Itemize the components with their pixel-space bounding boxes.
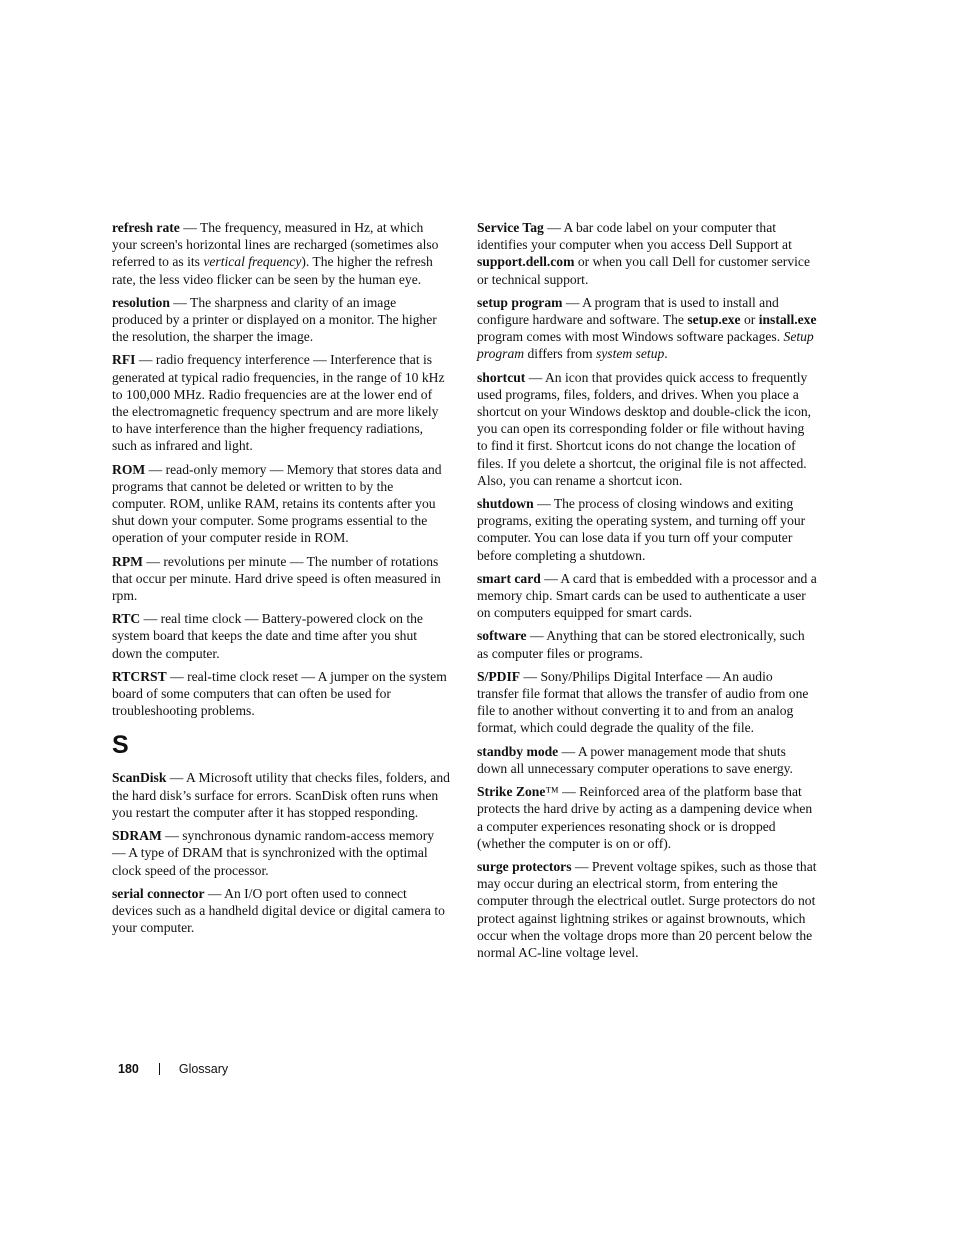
section-heading-letter: S	[112, 731, 129, 760]
definition: differs from	[524, 346, 596, 362]
definition: .	[664, 346, 668, 362]
definition-bold-filename: install.exe	[758, 312, 817, 328]
term: standby mode	[477, 743, 559, 759]
glossary-entry-software	[477, 627, 817, 661]
term: Strike Zone	[477, 784, 546, 800]
term: ROM	[112, 461, 146, 477]
definition: or when you call Dell for customer service or technical support.	[477, 254, 810, 287]
definition: — The process of closing windows and exiting programs, exiting the operating system, and turning off your computer. You can lose data if you turn off your computer before completing a shutdown.	[477, 496, 806, 563]
glossary-entry-resolution	[112, 294, 450, 346]
glossary-entry-standby-mode	[477, 743, 817, 777]
term: RTC	[112, 611, 141, 627]
term: setup program	[477, 294, 563, 310]
definition: — radio frequency interference — Interference that is generated at typical radio frequencies, in the range of 10 kHz to 100,000 MHz. Radio frequencies are at the lower end of the electromagnetic frequency spectrum and are more likely to have interference than the higher frequency radiations, such as infrared and light.	[112, 352, 445, 454]
glossary-entry-service-tag	[477, 219, 817, 288]
definition-italic: system setup	[595, 346, 665, 362]
definition: — A bar code label on your computer that identifies your computer when you access Dell Support at	[477, 220, 792, 253]
definition: — An icon that provides quick access to frequently used programs, files, folders, and drives. When you place a shortcut on your Windows desktop and double-click the icon, you can open its corresponding folder or file without having to find it first. Shortcut icons do not change the location of files. If you delete a shortcut, the original file is not affected. Also, you can rename a shortcut icon.	[477, 369, 812, 488]
term: RTCRST	[112, 668, 167, 684]
definition: — The frequency, measured in Hz, at which your screen's horizontal lines are recharged (sometimes also referred to as its	[112, 220, 439, 270]
term: shortcut	[477, 369, 526, 385]
definition: — An I/O port often used to connect devices such as a handheld digital device or digital camera to your computer.	[112, 885, 445, 936]
glossary-entry-surge-protectors	[477, 858, 817, 961]
glossary-entry-refresh-rate	[112, 219, 450, 288]
term: serial connector	[112, 885, 205, 901]
definition: — A Microsoft utility that checks files, folders, and the hard disk’s surface for errors. ScanDisk often runs when you restart the computer after it has stopped responding.	[112, 770, 450, 820]
glossary-entry-strike-zone	[477, 783, 817, 852]
definition-italic: vertical frequency	[203, 254, 302, 270]
glossary-entry-scandisk	[112, 769, 450, 821]
term: SDRAM	[112, 828, 162, 844]
page-number: 180	[118, 1062, 139, 1076]
term: RPM	[112, 553, 143, 569]
definition: — The sharpness and clarity of an image produced by a printer or displayed on a monitor. The higher the resolution, the sharper the image.	[112, 294, 437, 345]
term: Service Tag	[477, 220, 544, 235]
term: surge protectors	[477, 858, 572, 874]
term: resolution	[112, 294, 170, 310]
footer-divider	[159, 1063, 160, 1075]
definition: — A card that is embedded with a processor and a memory chip. Smart cards can be used to authenticate a user on computers equipped for smart cards.	[477, 570, 817, 621]
definition: — real-time clock reset — A jumper on the system board of some computers that can often be used for troubleshooting problems.	[112, 668, 447, 719]
definition-italic: Setup program	[477, 329, 814, 362]
term: RFI	[112, 352, 136, 368]
term: S/PDIF	[477, 668, 521, 684]
definition-bold-url: support.dell.com	[477, 254, 575, 270]
definition-bold-filename: setup.exe	[687, 312, 741, 328]
definition: — A power management mode that shuts down all unnecessary computer operations to save energy.	[477, 743, 793, 776]
glossary-entry-rom	[112, 461, 450, 547]
definition: — synchronous dynamic random-access memory — A type of DRAM that is synchronized with the optimal clock speed of the processor.	[112, 828, 435, 878]
section-name: Glossary	[178, 1062, 229, 1076]
definition: ™ — Reinforced area of the platform base that protects the hard drive by acting as a dampening device when a computer experiences resonating shock or is dropped (whether the computer is on or off).	[477, 784, 813, 851]
right-column	[477, 219, 817, 967]
term: smart card	[477, 570, 541, 586]
term: software	[477, 628, 527, 644]
definition: — Sony/Philips Digital Interface — An audio transfer file format that allows the transfer of audio from one file to another without converting it to and from an analog format, which could degrade the quality of the file.	[477, 668, 809, 736]
glossary-entry-rtcrst	[112, 668, 450, 720]
definition: — A program that is used to install and configure hardware and software. The	[477, 294, 779, 328]
definition: — read-only memory — Memory that stores data and programs that cannot be deleted or written to by the computer. ROM, unlike RAM, retains its contents after you shut down your computer. Some programs essential to the operation of your computer reside in ROM.	[112, 461, 442, 546]
definition: ). The higher the refresh rate, the less video flicker can be seen by the human eye.	[112, 254, 433, 287]
glossary-entry-setup-program	[477, 294, 817, 363]
glossary-entry-serial-connector	[112, 885, 450, 937]
glossary-entry-rfi	[112, 351, 450, 454]
glossary-entry-sdram	[112, 827, 450, 879]
glossary-entry-rpm	[112, 553, 450, 605]
left-column	[112, 219, 450, 942]
glossary-entry-smart-card	[477, 570, 817, 622]
term: shutdown	[477, 496, 534, 512]
definition: — Prevent voltage spikes, such as those that may occur during an electrical storm, from entering the computer through the electrical outlet. Surge protectors do not protect against lightning strikes or against brownouts, which occur when the voltage drops more than 20 percent below the normal AC-line voltage level.	[477, 858, 817, 960]
definition: or	[740, 312, 759, 328]
definition: — revolutions per minute — The number of rotations that occur per minute. Hard drive speed is often measured in rpm.	[112, 553, 441, 604]
term: refresh rate	[112, 220, 180, 235]
definition: — Anything that can be stored electronically, such as computer files or programs.	[477, 628, 805, 661]
definition: — real time clock — Battery-powered clock on the system board that keeps the date and time after you shut down the computer.	[112, 611, 423, 661]
glossary-entry-shutdown	[477, 495, 817, 564]
glossary-entry-rtc	[112, 610, 450, 662]
glossary-entry-shortcut	[477, 369, 817, 489]
page-footer	[118, 1062, 228, 1076]
definition: program comes with most Windows software packages.	[477, 329, 784, 345]
term: ScanDisk	[112, 770, 167, 786]
glossary-entry-spdif	[477, 668, 817, 737]
